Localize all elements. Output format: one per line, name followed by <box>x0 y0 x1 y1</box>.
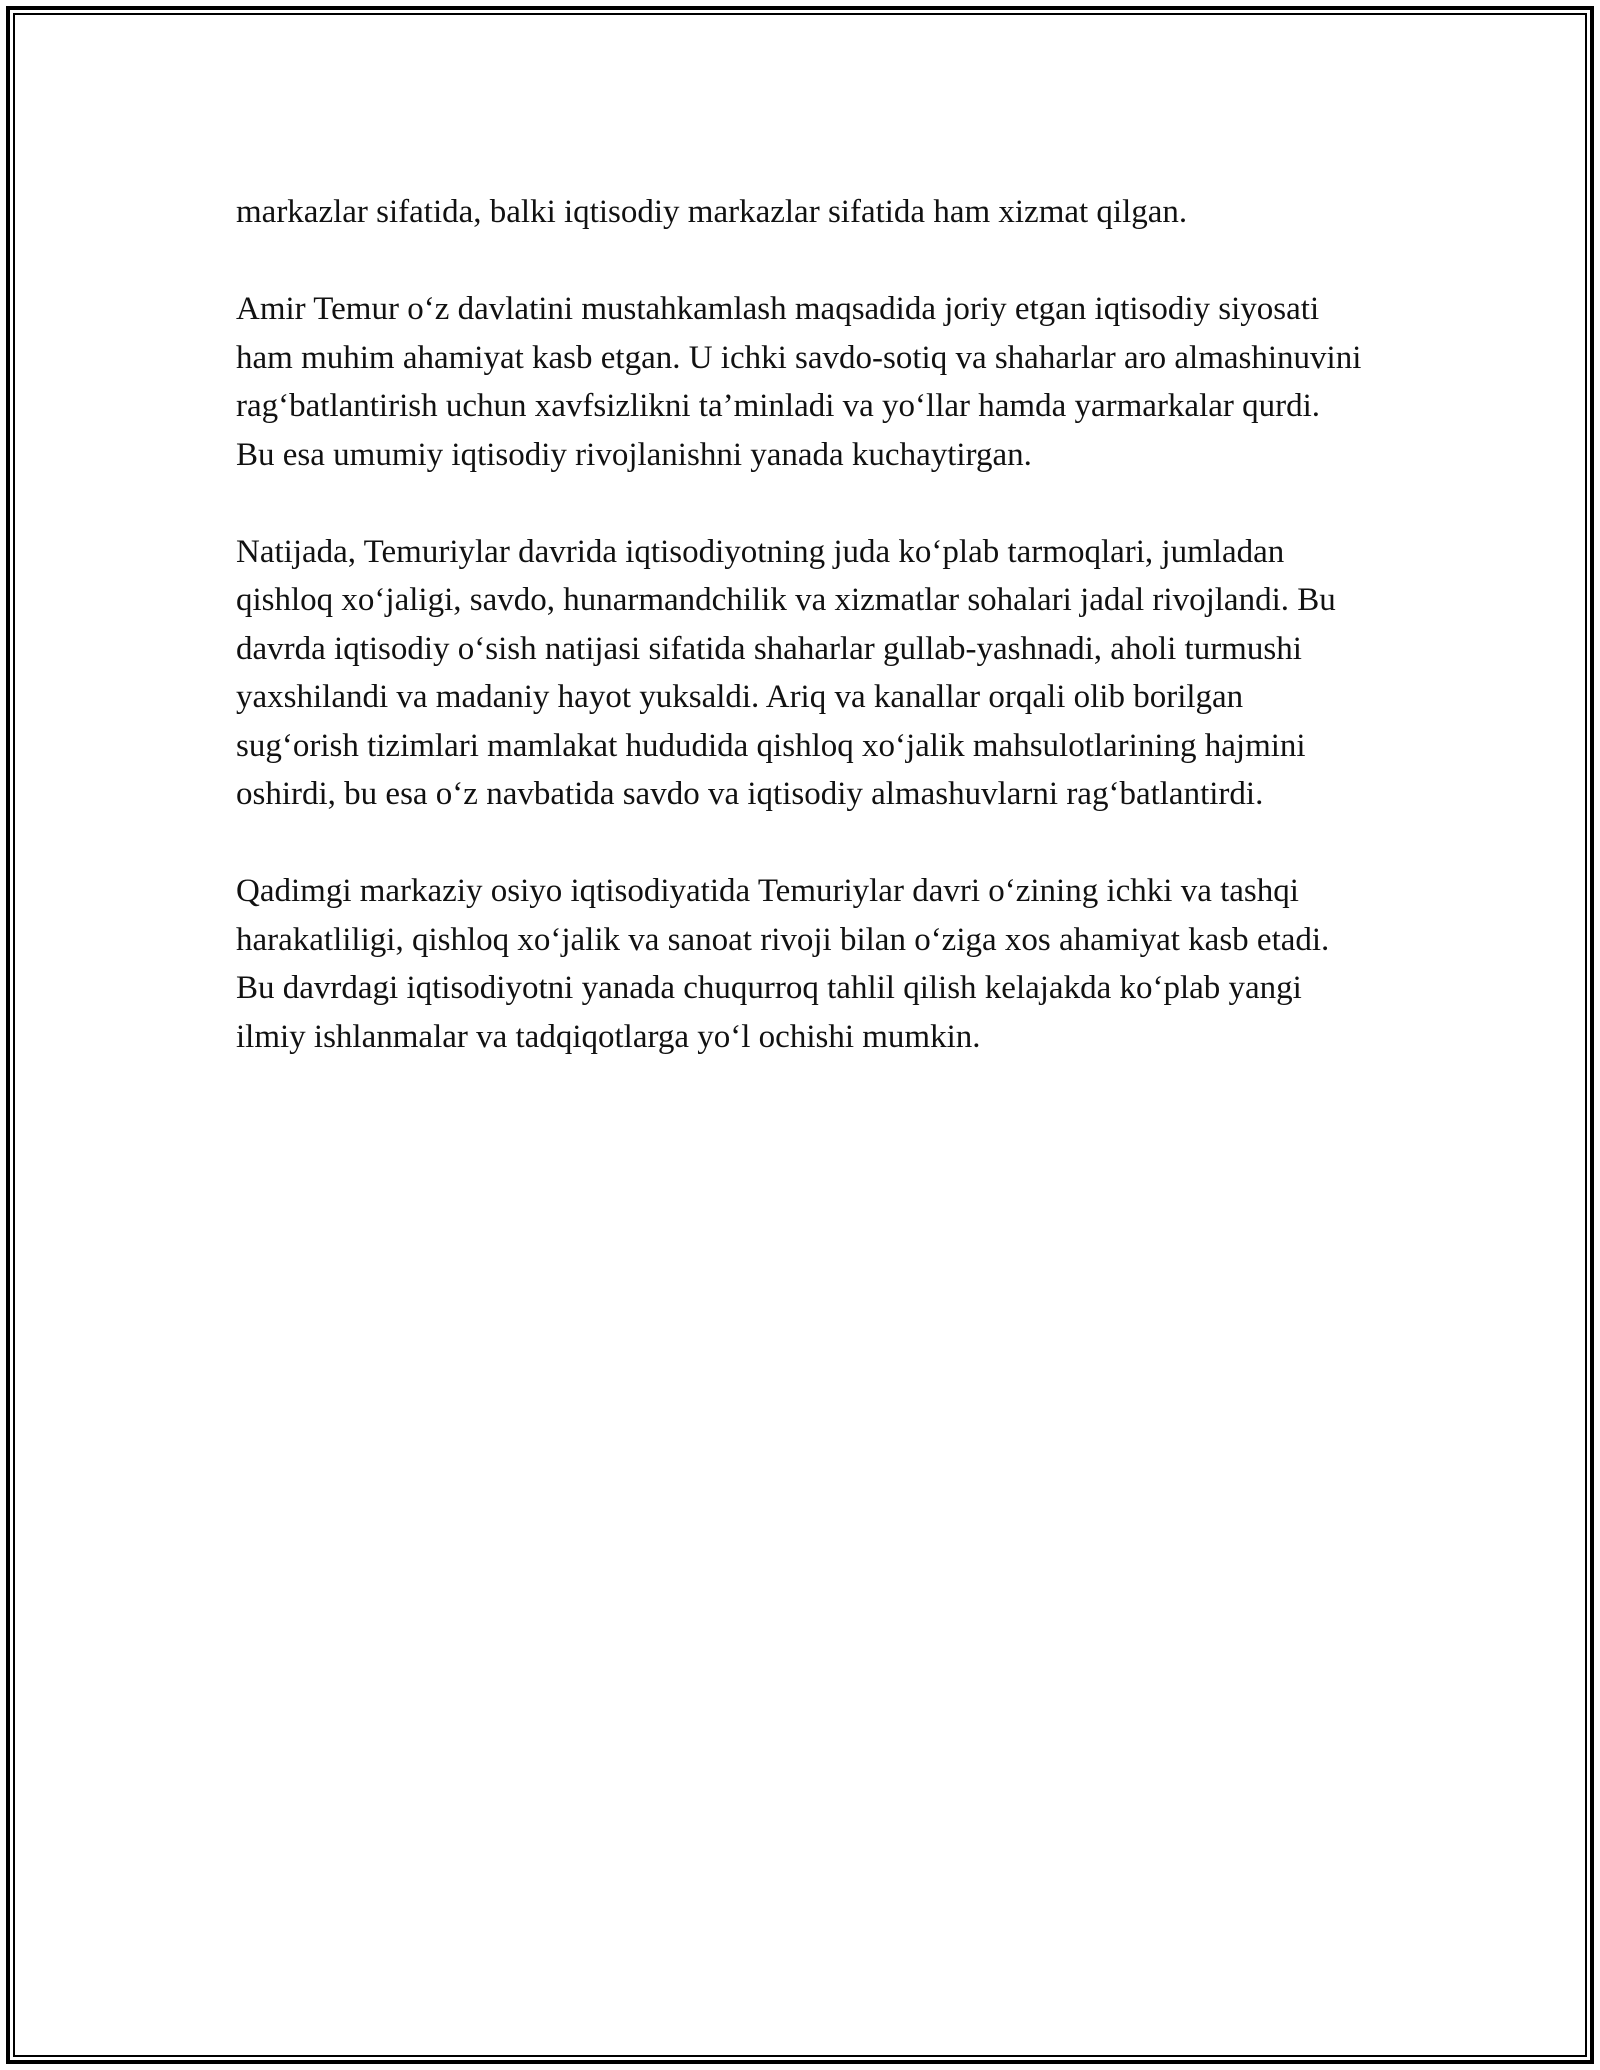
paragraph: Natijada, Temuriylar davrida iqtisodiyotning juda ko‘plab tarmoqlari, jumladan qishloq xo‘jaligi, savdo, hunarmandchilik va xizmatlar sohalari jadal rivojlandi. Bu davrda iqtisodiy o‘sish natijasi sifatida shaharlar gullab-yashnadi, aholi turmushi yaxshilandi va madaniy hayot yuksaldi. Ariq va kanallar orqali olib borilgan sug‘orish tizimlari mamlakat hududida qishloq xo‘jalik mahsulotlarining hajmini oshirdi, bu esa o‘z navbatida savdo va iqtisodiy almashuvlarni rag‘batlantirdi. <box>236 533 1336 812</box>
document-body <box>236 188 1366 1110</box>
paragraph: Amir Temur o‘z davlatini mustahkamlash maqsadida joriy etgan iqtisodiy siyosati ham muhim ahamiyat kasb etgan. U ichki savdo-sotiq va shaharlar aro almashinuvini rag‘batlantirish uchun xavfsizlikni ta’minladi va yo‘llar hamda yarmarkalar qurdi. Bu esa umumiy iqtisodiy rivojlanishni yanada kuchaytirgan. <box>236 291 1362 473</box>
paragraph: markazlar sifatida, balki iqtisodiy markazlar sifatida ham xizmat qilgan. <box>236 194 1188 230</box>
paragraph: Qadimgi markaziy osiyo iqtisodiyatida Temuriylar davri o‘zining ichki va tashqi harakatliligi, qishloq xo‘jalik va sanoat rivoji bilan o‘ziga xos ahamiyat kasb etadi. Bu davrdagi iqtisodiyotni yanada chuqurroq tahlil qilish kelajakda ko‘plab yangi ilmiy ishlanmalar va tadqiqotlarga yo‘l ochishi mumkin. <box>236 873 1330 1055</box>
